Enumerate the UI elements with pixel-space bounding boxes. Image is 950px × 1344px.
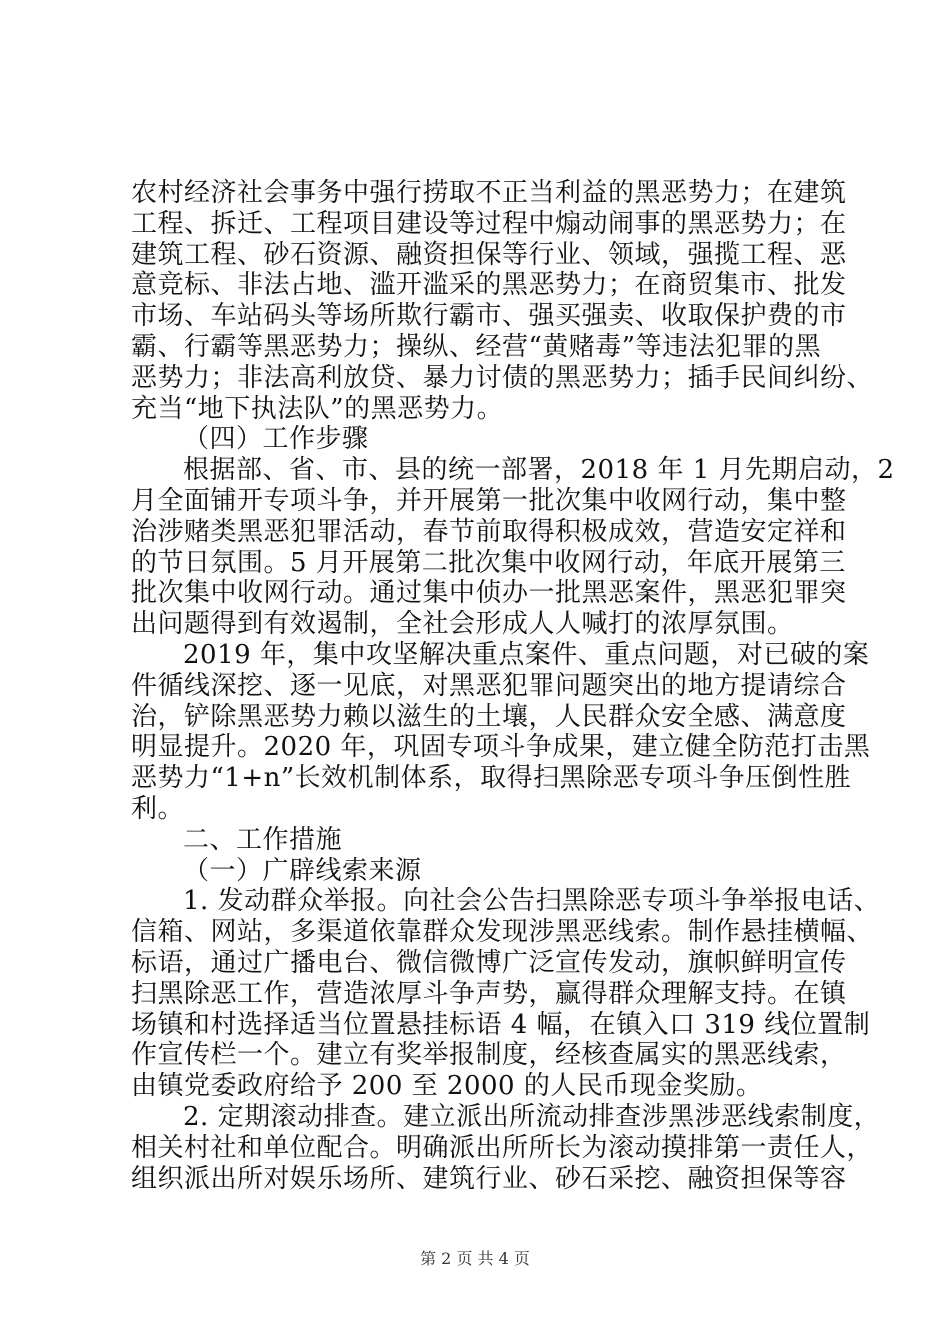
body-text-line: 相关村社和单位配合。明确派出所所长为滚动摸排第一责任人， bbox=[131, 1132, 874, 1163]
body-text-line: 2019 年，集中攻坚解决重点案件、重点问题，对已破的案 bbox=[183, 640, 870, 670]
body-text-line: 意竞标、非法占地、滥开滥采的黑恶势力；在商贸集市、批发 bbox=[131, 270, 847, 301]
body-text-line: 市场、车站码头等场所欺行霸市、强买强卖、收取保护费的市 bbox=[131, 301, 847, 332]
body-text-line: 明显提升。2020 年，巩固专项斗争成果，建立健全防范打击黑 bbox=[131, 732, 871, 763]
body-text-line: 作宣传栏一个。建立有奖举报制度，经核查属实的黑恶线索， bbox=[131, 1040, 847, 1071]
body-text-line: 信箱、网站，多渠道依靠群众发现涉黑恶线索。制作悬挂横幅、 bbox=[131, 917, 874, 948]
body-text-line: 月全面铺开专项斗争，并开展第一批次集中收网行动，集中整 bbox=[131, 486, 847, 516]
section-heading: 二、工作措施 bbox=[183, 824, 343, 855]
body-text-line: 1. 发动群众举报。向社会公告扫黑除恶专项斗争举报电话、 bbox=[183, 886, 881, 917]
body-text-line: 出问题得到有效遏制，全社会形成人人喊打的浓厚氛围。 bbox=[131, 609, 794, 640]
body-text-line: 治，铲除黑恶势力赖以滋生的土壤，人民群众安全感、满意度 bbox=[131, 701, 847, 732]
body-text-line: 批次集中收网行动。通过集中侦办一批黑恶案件，黑恶犯罪突 bbox=[131, 578, 847, 609]
body-text-line: 的节日氛围。5 月开展第二批次集中收网行动，年底开展第三 bbox=[131, 547, 846, 578]
body-text-line: 利。 bbox=[131, 794, 185, 824]
body-text-line: 标语，通过广播电台、微信微博广泛宣传发动，旗帜鲜明宣传 bbox=[131, 948, 847, 978]
body-text-line: 霸、行霸等黑恶势力；操纵、经营“黄赌毒”等违法犯罪的黑 bbox=[131, 332, 822, 362]
body-text-line: 恶势力“1+n”长效机制体系，取得扫黑除恶专项斗争压倒性胜 bbox=[131, 763, 852, 794]
body-text-line: 充当“地下执法队”的黑恶势力。 bbox=[131, 393, 504, 424]
section-heading: （四）工作步骤 bbox=[183, 424, 369, 455]
body-text-line: 建筑工程、砂石资源、融资担保等行业、领域，强揽工程、恶 bbox=[131, 239, 847, 270]
body-text-line: 由镇党委政府给予 200 至 2000 的人民币现金奖励。 bbox=[131, 1071, 763, 1102]
body-text-line: 件循线深挖、逐一见底，对黑恶犯罪问题突出的地方提请综合 bbox=[131, 670, 847, 701]
body-text-line: 组织派出所对娱乐场所、建筑行业、砂石采挖、融资担保等容 bbox=[131, 1163, 847, 1194]
body-text-line: 场镇和村选择适当位置悬挂标语 4 幅，在镇入口 319 线位置制 bbox=[131, 1009, 871, 1040]
body-text-line: 扫黑除恶工作，营造浓厚斗争声势，赢得群众理解支持。在镇 bbox=[131, 978, 847, 1009]
body-text-line: 2. 定期滚动排查。建立派出所流动排查涉黑涉恶线索制度， bbox=[183, 1102, 881, 1132]
body-text-line: 农村经济社会事务中强行捞取不正当利益的黑恶势力；在建筑 bbox=[131, 178, 847, 208]
body-text-line: 恶势力；非法高利放贷、暴力讨债的黑恶势力；插手民间纠纷、 bbox=[131, 362, 874, 393]
page-number-footer: 第 2 页 共 4 页 bbox=[420, 1249, 530, 1268]
section-heading: （一）广辟线索来源 bbox=[183, 855, 422, 886]
body-text-line: 治涉赌类黑恶犯罪活动，春节前取得积极成效，营造安定祥和 bbox=[131, 516, 847, 547]
body-text-line: 根据部、省、市、县的统一部署，2018 年 1 月先期启动，2 bbox=[183, 455, 895, 486]
body-text-line: 工程、拆迁、工程项目建设等过程中煽动闹事的黑恶势力；在 bbox=[131, 208, 847, 239]
